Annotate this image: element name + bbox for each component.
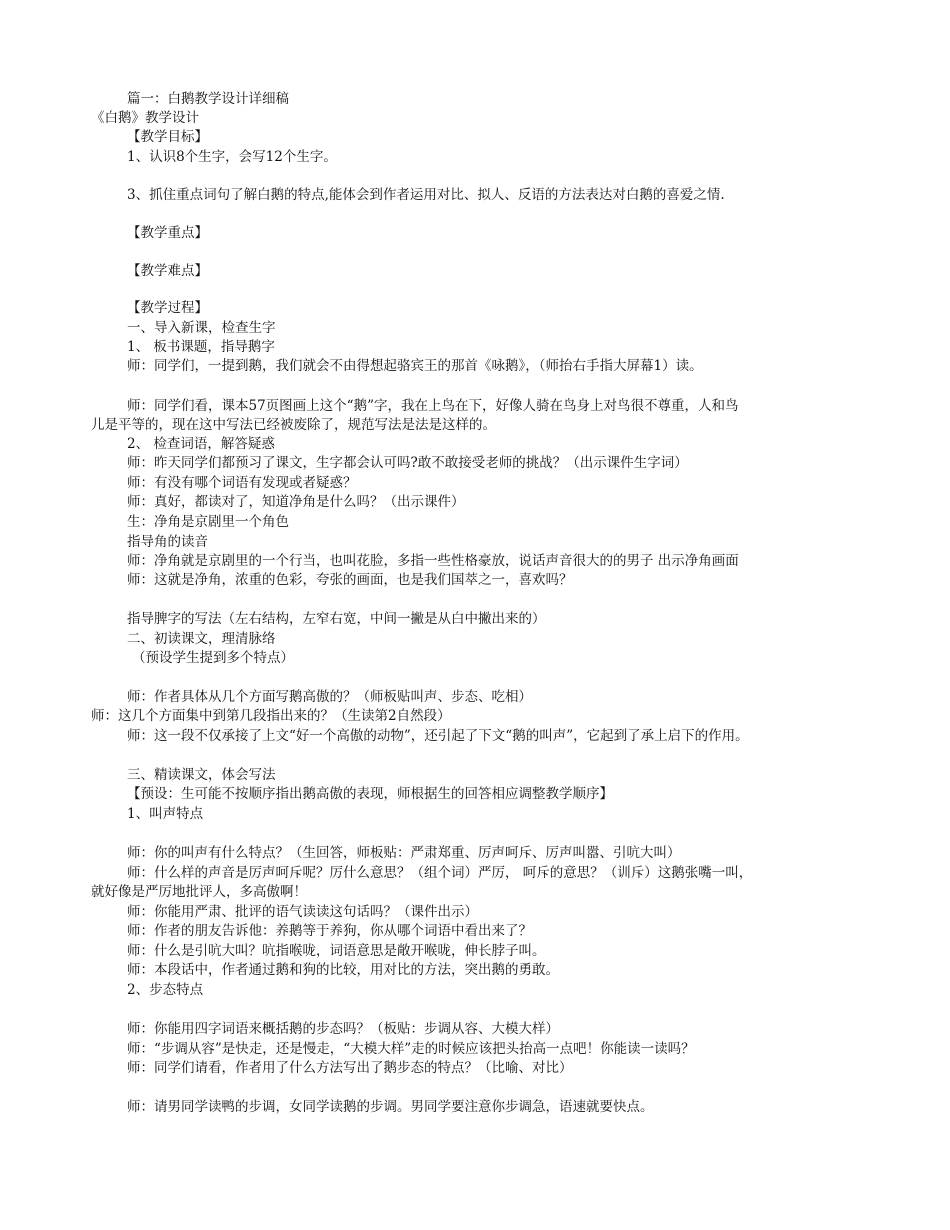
text-line: 师：同学们，一提到鹅，我们就会不由得想起骆宾王的那首《咏鹅》，（师抬右手指大屏幕1）读。	[127, 358, 703, 374]
text-line: 师：同学们看，课本57页图画上这个“鹅”字，我在上鸟在下，好像人骑在鸟身上对鸟很不尊重，人和鸟	[127, 398, 739, 414]
document-title: 《白鹅》教学设计	[91, 110, 199, 126]
text-line: 1、 板书课题，指导鹅字	[127, 339, 275, 355]
text-line: 【预设：生可能不按顺序指出鹅高傲的表现，师根据生的回答相应调整教学顺序】	[127, 786, 613, 802]
text-line: 儿是平等的，现在这中写法已经被废除了，规范写法是法是这样的。	[91, 417, 496, 433]
text-line: 师：你能用严肃、批评的语气读读这句话吗？（课件出示）	[127, 904, 478, 920]
text-line: 师：“步调从容”是快走，还是慢走，“大模大样”走的时候应该把头抬高一点吧！你能读一读吗？	[127, 1041, 695, 1057]
text-line: 师：同学们请看，作者用了什么方法写出了鹅步态的特点？（比喻、对比）	[127, 1060, 573, 1076]
text-line: 2、 检查词语，解答疑惑	[127, 436, 275, 452]
text-line: 师：你能用四字词语来概括鹅的步态吗？（板贴：步调从容、大模大样）	[127, 1021, 559, 1037]
section-heading: 【教学难点】	[127, 263, 208, 279]
text-line: 师：这就是净角，浓重的色彩，夸张的画面，也是我们国萃之一，喜欢吗？	[127, 572, 573, 588]
text-line: 师：本段话中，作者通过鹅和狗的比较，用对比的方法，突出鹅的勇敢。	[127, 962, 559, 978]
text-line: 生：净角是京剧里一个角色	[127, 514, 289, 530]
text-line: 师：什么是引吭大叫？吭指喉咙，词语意思是敞开喉咙，伸长脖子叫。	[127, 943, 546, 959]
section-heading: 【教学目标】	[127, 129, 208, 145]
subsection-heading: 三、精读课文，体会写法	[127, 767, 276, 783]
text-line: 3、抓住重点词句了解白鹅的特点,能体会到作者运用对比、拟人、反语的方法表达对白鹅的喜爱之情.	[127, 187, 725, 203]
section-heading: 【教学重点】	[127, 225, 208, 241]
text-line: 师：昨天同学们都预习了课文，生字都会认可吗?敢不敢接受老师的挑战？（出示课件生字词）	[127, 455, 688, 471]
text-line: 就好像是严厉地批评人，多高傲啊！	[91, 884, 307, 900]
subsection-heading: 一、导入新课，检查生字	[127, 320, 276, 336]
text-line: 指导角的读音	[127, 534, 208, 550]
text-line: （预设学生提到多个特点）	[132, 650, 294, 666]
article-heading: 篇一：白鹅教学设计详细稿	[127, 91, 289, 107]
text-line: 师：这一段不仅承接了上文“好一个高傲的动物”，还引起了下文“鹅的叫声”，它起到了承上启下的作用。	[127, 728, 749, 744]
text-line: 指导脾字的写法（左右结构，左窄右宽，中间一撇是从白中撇出来的）	[127, 611, 546, 627]
text-line: 师：净角就是京剧里的一个行当，也叫花脸，多指一些性格豪放，说话声音很大的的男子 出示净角画面	[127, 553, 739, 569]
text-line: 师：这几个方面集中到第几段指出来的？（生读第2自然段）	[91, 708, 451, 724]
text-line: 师：什么样的声音是厉声呵斥呢？厉什么意思？（组个词）严厉， 呵斥的意思？（训斥）这鹅张嘴一叫，	[127, 865, 753, 881]
subsection-heading: 1、叫声特点	[127, 806, 204, 822]
text-line: 师：你的叫声有什么特点？（生回答，师板贴：严肃郑重、厉声呵斥、厉声叫嚣、引吭大叫）	[127, 845, 681, 861]
text-line: 1、认识8个生字，会写12个生字。	[127, 149, 337, 165]
text-line: 师：请男同学读鸭的步调，女同学读鹅的步调。男同学要注意你步调急，语速就要快点。	[127, 1099, 654, 1115]
text-line: 师：真好，都读对了，知道净角是什么吗？（出示课件）	[127, 494, 465, 510]
text-line: 师：作者的朋友告诉他：养鹅等于养狗，你从哪个词语中看出来了？	[127, 923, 532, 939]
text-line: 师：有没有哪个词语有发现或者疑惑？	[127, 475, 357, 491]
subsection-heading: 二、初读课文，理清脉络	[127, 631, 276, 647]
subsection-heading: 2、步态特点	[127, 982, 204, 998]
text-line: 师：作者具体从几个方面写鹅高傲的？（师板贴叫声、步态、吃相）	[127, 689, 532, 705]
section-heading: 【教学过程】	[127, 300, 208, 316]
